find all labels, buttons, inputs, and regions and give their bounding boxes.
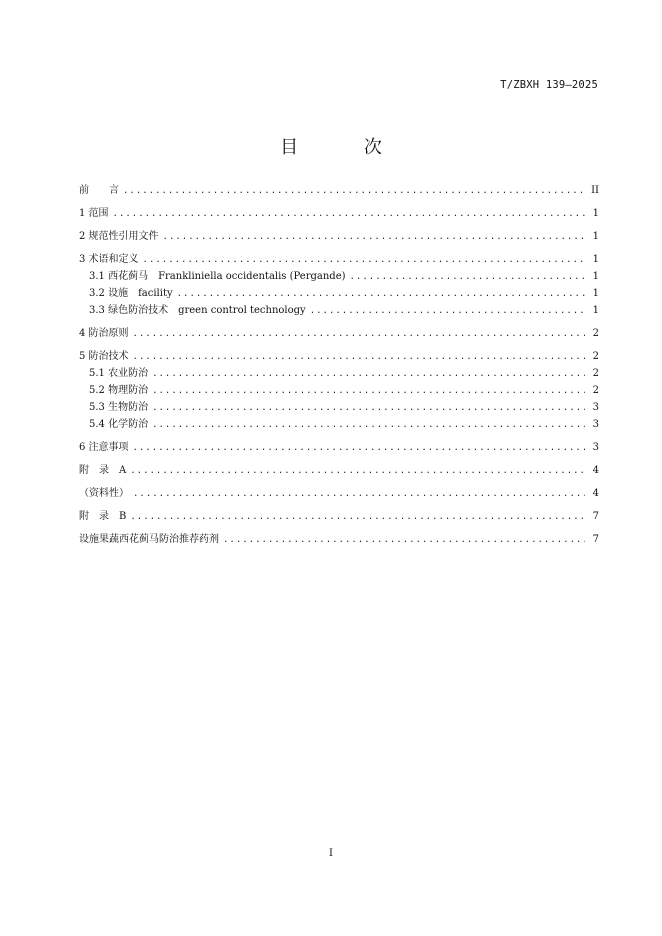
toc-entry-label: 2 规范性引用文件: [79, 231, 159, 242]
toc-entry[interactable]: [79, 205, 599, 222]
toc-entry-label: （资料性）: [79, 488, 129, 499]
toc-entry-page: 1: [592, 305, 599, 316]
toc-dot-leader: [152, 383, 585, 400]
toc-dot-leader: [133, 349, 585, 366]
toc-entry-page: 3: [592, 419, 599, 430]
toc-dot-leader: [133, 326, 585, 343]
toc-entry-label: 前 言: [79, 185, 119, 196]
toc-entry-page: 2: [592, 351, 599, 362]
toc-entry[interactable]: [79, 462, 599, 479]
toc-entry[interactable]: [79, 182, 599, 199]
toc-entry-page: 7: [592, 511, 599, 522]
toc-entry[interactable]: [79, 439, 599, 456]
toc-entry-page: 2: [592, 368, 599, 379]
toc-entry-label: 1 范围: [79, 208, 109, 219]
toc-entry-page: 3: [592, 442, 599, 453]
toc-entry-label: 附 录 A: [79, 465, 127, 476]
toc-entry-page: 4: [592, 488, 599, 499]
toc-dot-leader: [152, 400, 585, 417]
toc-entry-label: 3.3 绿色防治技术 green control technology: [89, 305, 306, 316]
toc-dot-leader: [123, 183, 585, 200]
toc-entry-page: 1: [592, 208, 599, 219]
toc-dot-leader: [130, 509, 585, 526]
toc-entry[interactable]: [79, 228, 599, 245]
toc-entry-label: 5 防治技术: [79, 351, 129, 362]
toc-dot-leader: [152, 366, 585, 383]
toc-entry-label: 3.1 西花蓟马 Frankliniella occidentalis (Pergande): [89, 271, 346, 282]
toc-entry-label: 6 注意事项: [79, 442, 129, 453]
toc-dot-leader: [143, 252, 585, 269]
toc-entry-label: 5.2 物理防治: [89, 385, 149, 396]
toc-entry[interactable]: [79, 325, 599, 342]
toc-dot-leader: [350, 269, 585, 286]
toc-entry-page: 7: [592, 534, 599, 545]
toc-entry[interactable]: [79, 416, 599, 433]
toc-entry-page: 3: [592, 402, 599, 413]
toc-entry[interactable]: [79, 268, 599, 285]
toc-dot-leader: [310, 303, 585, 320]
toc-entry[interactable]: [79, 348, 599, 365]
toc-entry[interactable]: [79, 251, 599, 268]
toc-entry-label: 设施果蔬西花蓟马防治推荐药剂: [79, 534, 219, 545]
toc-entry-page: 1: [592, 254, 599, 265]
toc-dot-leader: [133, 440, 585, 457]
toc-entry-label: 5.3 生物防治: [89, 402, 149, 413]
page-title: 目 次: [280, 137, 412, 158]
toc-entry-page: II: [591, 185, 599, 196]
toc-entry[interactable]: [79, 531, 599, 548]
toc-entry[interactable]: [79, 399, 599, 416]
toc-entry-page: 1: [592, 271, 599, 282]
table-of-contents: [79, 182, 599, 548]
toc-entry[interactable]: [79, 285, 599, 302]
toc-entry-label: 3.2 设施 facility: [89, 288, 173, 299]
toc-entry-label: 附 录 B: [79, 511, 127, 522]
toc-dot-leader: [223, 532, 585, 549]
toc-entry[interactable]: [79, 302, 599, 319]
toc-dot-leader: [152, 417, 585, 434]
toc-dot-leader: [133, 486, 585, 503]
toc-entry[interactable]: [79, 485, 599, 502]
toc-entry-page: 1: [592, 231, 599, 242]
toc-dot-leader: [130, 463, 585, 480]
toc-entry-page: 1: [592, 288, 599, 299]
toc-entry-label: 5.4 化学防治: [89, 419, 149, 430]
toc-entry-label: 5.1 农业防治: [89, 368, 149, 379]
toc-entry[interactable]: [79, 508, 599, 525]
toc-dot-leader: [177, 286, 585, 303]
toc-entry-label: 4 防治原则: [79, 328, 129, 339]
toc-entry-label: 3 术语和定义: [79, 254, 139, 265]
toc-entry[interactable]: [79, 382, 599, 399]
toc-entry-page: 2: [592, 328, 599, 339]
toc-entry[interactable]: [79, 365, 599, 382]
toc-dot-leader: [163, 229, 585, 246]
page-number: I: [329, 848, 333, 859]
document-code: T/ZBXH 139—2025: [500, 79, 598, 91]
toc-entry-page: 4: [592, 465, 599, 476]
toc-dot-leader: [113, 206, 585, 223]
toc-entry-page: 2: [592, 385, 599, 396]
